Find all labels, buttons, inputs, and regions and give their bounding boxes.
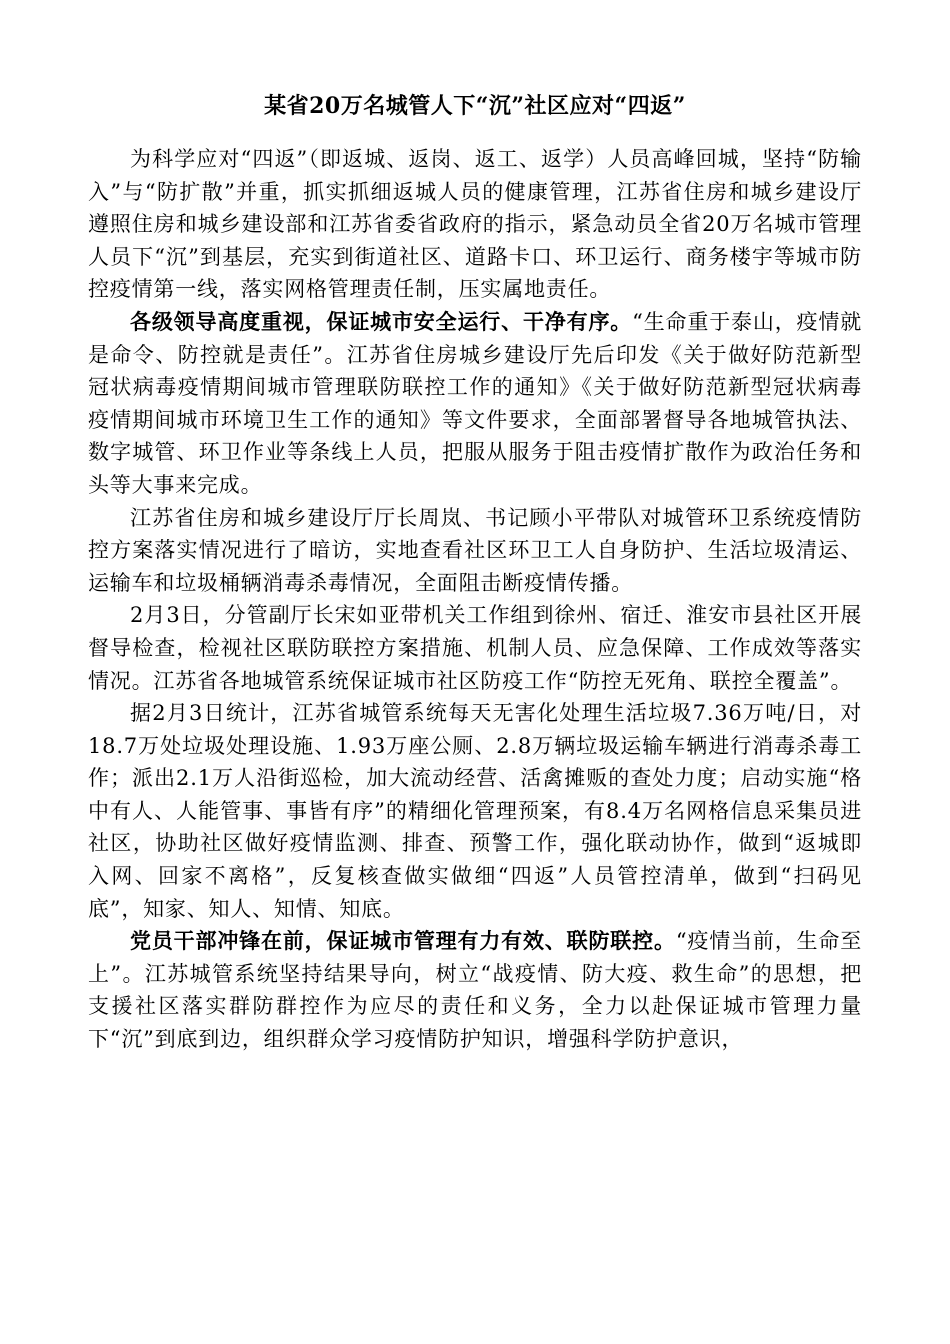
- paragraph-text: 2月3日，分管副厅长宋如亚带机关工作组到徐州、宿迁、淮安市县社区开展督导检查，检视社区联防联控方案措施、机制人员、应急保障、工作成效等落实情况。江苏省各地城管系统保证城市社区防疫工作“防控无死角、联控全覆盖”。: [88, 603, 862, 693]
- paragraph-text: “疫情当前，生命至上”。江苏城管系统坚持结果导向，树立“战疫情、防大疫、救生命”的思想，把支援社区落实群防群控作为应尽的责任和义务，全力以赴保证城市管理力量下“沉”到底到边，组织群众学习疫情防护知识，增强科学防护意识，: [88, 929, 863, 1052]
- paragraph-party-members: [88, 925, 862, 1055]
- paragraph-leadership: [88, 306, 862, 502]
- document-body: [88, 143, 862, 1056]
- paragraph-text: 江苏省住房和城乡建设厅厅长周岚、书记顾小平带队对城管环卫系统疫情防控方案落实情况进行了暗访，实地查看社区环卫工人自身防护、生活垃圾清运、运输车和垃圾桶辆消毒杀毒情况，全面阻击断疫情传播。: [88, 505, 862, 595]
- paragraph-intro: [88, 143, 862, 306]
- paragraph-text: 据2月3日统计，江苏省城管系统每天无害化处理生活垃圾7.36万吨/日，对18.7万处垃圾处理设施、1.93万座公厕、2.8万辆垃圾运输车辆进行消毒杀毒工作；派出2.1万人沿街巡检，加大流动经营、活禽摊贩的查处力度；启动实施“格中有人、人能管事、事皆有序”的精细化管理预案，有8.4万名网格信息采集员进社区，协助社区做好疫情监测、排查、预警工作，强化联动协作，做到“返城即入网、回家不离格”，反复核查做实做细“四返”人员管控清单，做到“扫码见底”，知家、知人、知情、知底。: [88, 701, 862, 921]
- paragraph-lead: 各级领导高度重视，保证城市安全运行、干净有序。: [130, 308, 633, 334]
- paragraph-text: 为科学应对“四返”（即返城、返岗、返工、返学）人员高峰回城，坚持“防输入”与“防扩散”并重，抓实抓细返城人员的健康管理，江苏省住房和城乡建设厅遵照住房和城乡建设部和江苏省委省政府的指示，紧急动员全省20万名城市管理人员下“沉”到基层，充实到街道社区、道路卡口、环卫运行、商务楼宇等城市防控疫情第一线，落实网格管理责任制，压实属地责任。: [88, 147, 862, 302]
- paragraph-supervision: [88, 599, 862, 697]
- paragraph-text: “生命重于泰山，疫情就是命令、防控就是责任”。江苏省住房城乡建设厅先后印发《关于做好防范新型冠状病毒疫情期间城市管理联防联控工作的通知》《关于做好防范新型冠状病毒疫情期间城市环境卫生工作的通知》等文件要求，全面部署督导各地城管执法、数字城管、环卫作业等条线上人员，把服从服务于阻击疫情扩散作为政治任务和头等大事来完成。: [88, 309, 862, 497]
- document-title: 某省20万名城管人下“沉”社区应对“四返”: [264, 93, 686, 119]
- paragraph-lead: 党员干部冲锋在前，保证城市管理有力有效、联防联控。: [130, 928, 676, 954]
- paragraph-inspection: [88, 502, 862, 600]
- paragraph-statistics: [88, 697, 862, 925]
